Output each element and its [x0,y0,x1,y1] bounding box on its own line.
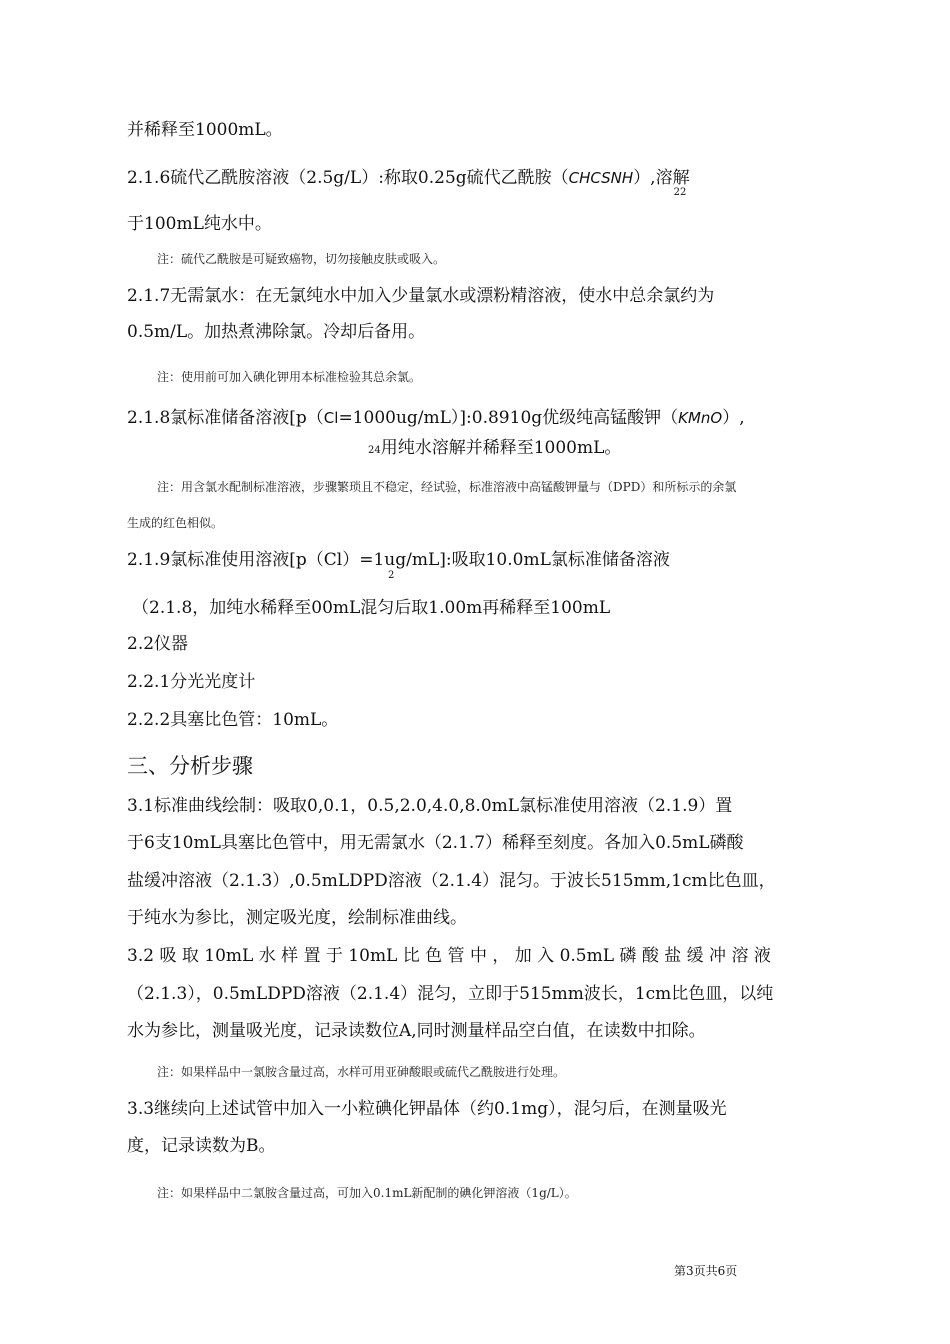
text-line-2-1-9: 2.1.9氯标准使用溶液[p（Cl）=1ug/mL]:吸取10.0mL氯标准储备溶液 [127,550,670,570]
section-heading: 三、分析步骤 [127,754,253,778]
text-line-3-2: 3.2 吸 取 10mL 水 样 置 于 10mL 比 色 管 中 ， 加 入 0.5mL 磷 酸 盐 缓 冲 溶 液 [127,946,771,966]
text-line-2-1-7: 2.1.7无需氯水：在无氯纯水中加入少量氯水或漂粉精溶液，使水中总余氯约为 [127,286,715,306]
text-line: （2.1.3），0.5mLDPD溶液（2.1.4）混匀，立即于515mm波长，1cm比色皿，以纯 [127,984,774,1004]
text-line: 0.5m/L。加热煮沸除氯。冷却后备用。 [127,322,426,342]
text-line: 24用纯水溶解并稀释至1000mL。 [368,438,622,458]
text-line: 度，记录读数为B。 [127,1136,276,1156]
text-line: 水为参比，测量吸光度，记录读数位A,同时测量样品空白值，在读数中扣除。 [127,1021,706,1041]
subscript: 2 [388,570,395,581]
text-line: 盐缓冲溶液（2.1.3）,0.5mLDPD溶液（2.1.4）混匀。于波长515mm,1cm比色皿， [127,871,776,891]
note: 注：硫代乙酰胺是可疑致癌物，切勿接触皮肤或吸入。 [157,252,446,266]
note: 注：用含氯水配制标准溶液，步骤繁琐且不稳定，经试验，标准溶液中高锰酸钾量与（DPD）和所标示的余氯 [157,480,737,494]
section-2-2-1: 2.2.1分光光度计 [127,672,256,692]
text-line: 于100mL纯水中。 [127,214,272,234]
text-line-2-1-8: 2.1.8氯标准储备溶液[p（Cl=1000ug/mL）]:0.8910g优级纯高锰酸钾（KMnO）, [127,408,745,428]
note: 注：使用前可加入碘化钾用本标准检验其总余氯。 [157,370,422,384]
text-line: 并稀释至1000mL。 [127,120,283,140]
text-line: 于6支10mL具塞比色管中，用无需氯水（2.1.7）稀释至刻度。各加入0.5mL磷酸 [127,833,744,853]
text-line: （2.1.8，加纯水稀释至00mL混匀后取1.00m再稀释至100mL [132,598,611,618]
section-2-2: 2.2仪器 [127,634,189,654]
note: 注：如果样品中一氯胺含量过高，水样可用亚砷酸眼或硫代乙酰胺进行处理。 [157,1065,566,1079]
section-2-2-2: 2.2.2具塞比色管：10mL。 [127,710,339,730]
note: 注：如果样品中二氯胺含量过高，可加入0.1mL新配制的碘化钾溶液（1g/L）。 [157,1186,577,1200]
text-line: 于纯水为参比，测定吸光度，绘制标准曲线。 [127,908,467,928]
text-line-3-3: 3.3继续向上述试管中加入一小粒碘化钾晶体（约0.1mg），混匀后，在测量吸光 [127,1099,727,1119]
page-footer: 第3页共6页 [674,1264,738,1278]
text-line-2-1-6: 2.1.6硫代乙酰胺溶液（2.5g/L）:称取0.25g硫代乙酰胺（CHCSNH）,溶解$_{22}$ [127,168,690,198]
note-continued: 生成的红色相似。 [127,516,224,530]
text-line-3-1: 3.1标准曲线绘制：吸取0,0.1，0.5,2.0,4.0,8.0mL氯标准使用溶液（2.1.9）置 [127,796,733,816]
